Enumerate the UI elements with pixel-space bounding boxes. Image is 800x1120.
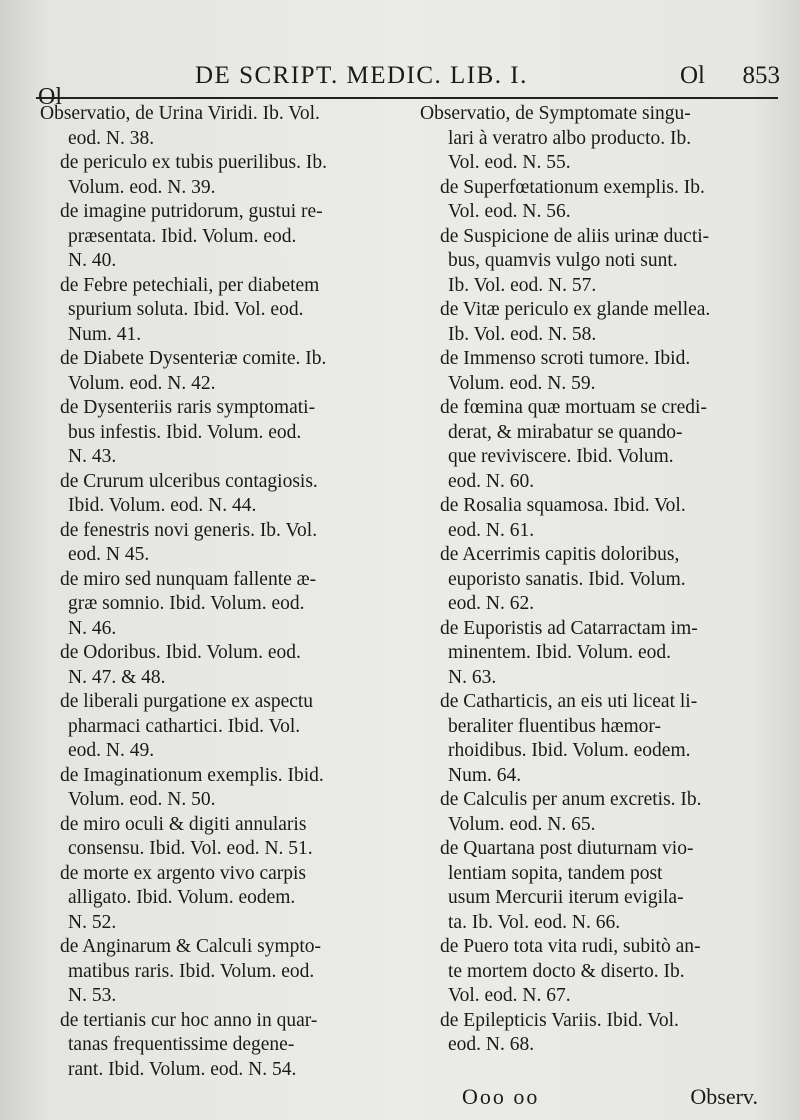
entry-line: præsentata. Ibid. Volum. eod. — [68, 225, 297, 247]
column-marker-right: Ol — [680, 62, 705, 89]
index-entry — [40, 151, 400, 200]
running-title: DE SCRIPT. MEDIC. LIB. I. — [195, 62, 528, 89]
index-entry — [420, 347, 780, 396]
entry-line: Volum. eod. N. 50. — [68, 789, 216, 810]
entry-line: N. 52. — [68, 911, 117, 933]
entry-line: N. 40. — [68, 250, 117, 271]
signature-mark: Ooo oo — [462, 1084, 540, 1109]
entry-line: rant. Ibid. Volum. eod. N. 54. — [68, 1058, 297, 1080]
entry-line: Ib. Vol. eod. N. 57. — [448, 274, 597, 296]
entry-line: de Febre petechiali, per diabetem — [60, 274, 320, 296]
entry-line: derat, & mirabatur se quando- — [448, 421, 683, 443]
index-entry — [40, 519, 400, 568]
entry-line: Volum. eod. N. 59. — [448, 372, 596, 394]
entry-line: de Imaginationum exemplis. Ibid. — [60, 764, 324, 786]
entry-line: que reviviscere. Ibid. Volum. — [448, 446, 674, 467]
entry-line: N. 53. — [68, 985, 117, 1006]
entry-line: Volum. eod. N. 39. — [68, 176, 216, 198]
entry-line: de fenestris novi generis. Ib. Vol. — [60, 519, 318, 541]
entry-line: Vol. eod. N. 67. — [448, 985, 571, 1006]
index-entry — [40, 200, 400, 274]
entry-line: de Puero tota vita rudi, subitò an- — [440, 936, 701, 957]
index-entry — [40, 102, 400, 151]
index-entry — [420, 788, 780, 837]
entry-line: eod. N. 61. — [448, 519, 535, 541]
entry-line: Vol. eod. N. 56. — [448, 201, 571, 222]
index-entry — [40, 470, 400, 519]
entry-line: pharmaci cathartici. Ibid. Vol. — [68, 715, 301, 737]
entry-line: de Diabete Dysenteriæ comite. Ib. — [60, 348, 327, 369]
header-rule — [36, 97, 778, 99]
entry-line: Vol. eod. N. 55. — [448, 152, 571, 173]
entry-line: de Dysenteriis raris symptomati- — [60, 397, 316, 418]
entry-line: de miro sed nunquam fallente æ- — [60, 568, 317, 590]
index-entry — [420, 176, 780, 225]
entry-line: rhoidibus. Ibid. Volum. eodem. — [448, 740, 691, 761]
entry-line: eod. N. 60. — [448, 470, 535, 492]
entry-line: Ib. Vol. eod. N. 58. — [448, 323, 597, 345]
index-entry — [420, 396, 780, 494]
entry-line: eod. N 45. — [68, 544, 150, 565]
entry-line: de Acerrimis capitis doloribus, — [440, 544, 680, 565]
entry-line: de liberali purgatione ex aspectu — [60, 691, 314, 712]
entry-line: tanas frequentissime degene- — [68, 1034, 295, 1055]
entry-line: N. 63. — [448, 666, 497, 688]
entry-line: de periculo ex tubis puerilibus. Ib. — [60, 152, 327, 173]
index-entry — [40, 641, 400, 690]
index-entry — [40, 862, 400, 936]
entry-line: de Crurum ulceribus contagiosis. — [60, 470, 318, 492]
entry-line: de Euporistis ad Catarractam im- — [440, 617, 698, 639]
entry-line: usum Mercurii iterum evigila- — [448, 887, 684, 908]
entry-line: de Epilepticis Variis. Ibid. Vol. — [440, 1009, 679, 1031]
entry-line: eod. N. 68. — [448, 1034, 535, 1055]
entry-line: ta. Ib. Vol. eod. N. 66. — [448, 911, 621, 933]
entry-line: bus, quamvis vulgo noti sunt. — [448, 250, 678, 271]
index-entry — [420, 935, 780, 1009]
entry-line: minentem. Ibid. Volum. eod. — [448, 642, 671, 663]
entry-line: de Rosalia squamosa. Ibid. Vol. — [440, 495, 686, 516]
entry-line: de miro oculi & digiti annularis — [60, 813, 307, 835]
entry-line: de imagine putridorum, gustui re- — [60, 201, 323, 222]
entry-line: de tertianis cur hoc anno in quar- — [60, 1009, 318, 1031]
index-entry — [420, 225, 780, 299]
entry-line: de Calculis per anum excretis. Ib. — [440, 789, 702, 810]
entry-line: Volum. eod. N. 42. — [68, 372, 216, 394]
entry-line: N. 46. — [68, 617, 117, 639]
entry-line: de fœmina quæ mortuam se credi- — [440, 397, 707, 418]
entry-line: N. 43. — [68, 446, 117, 467]
entry-line: lari à veratro albo producto. Ib. — [448, 127, 692, 149]
index-entry — [40, 1009, 400, 1083]
index-entry — [420, 102, 780, 176]
entry-line: Ibid. Volum. eod. N. 44. — [68, 495, 257, 516]
index-entry — [420, 617, 780, 691]
entry-line: consensu. Ibid. Vol. eod. N. 51. — [68, 838, 313, 859]
entry-line: de Anginarum & Calculi sympto- — [60, 936, 322, 957]
entry-line: de Immenso scroti tumore. Ibid. — [440, 348, 691, 369]
entry-line: te mortem docto & diserto. Ib. — [448, 960, 685, 982]
entry-line: eod. N. 49. — [68, 740, 155, 761]
entry-line: de Suspicione de aliis urinæ ducti- — [440, 225, 710, 247]
entry-line: beraliter fluentibus hæmor- — [448, 715, 661, 737]
index-entry — [420, 690, 780, 788]
entry-line: de Vitæ periculo ex glande mellea. — [440, 299, 711, 320]
column-marker-left: Ol — [38, 84, 62, 110]
entry-line: matibus raris. Ibid. Volum. eod. — [68, 960, 315, 982]
index-entry — [420, 298, 780, 347]
index-entry — [420, 837, 780, 935]
left-column — [40, 102, 400, 1082]
entry-line: N. 47. & 48. — [68, 666, 166, 688]
entry-line: Observatio, de Symptomate singu- — [420, 103, 691, 124]
catchword: Observ. — [690, 1084, 758, 1109]
entry-line: eod. N. 38. — [68, 127, 155, 149]
index-entry — [420, 543, 780, 617]
page-footer — [0, 1084, 800, 1114]
page-number: 853 — [742, 62, 780, 89]
entry-line: de Superfœtationum exemplis. Ib. — [440, 176, 705, 198]
entry-line: Num. 64. — [448, 764, 522, 786]
entry-line: de Quartana post diuturnam vio- — [440, 838, 694, 859]
index-entry — [40, 568, 400, 642]
entry-line: Num. 41. — [68, 323, 142, 345]
index-entry — [40, 396, 400, 470]
index-entry — [40, 935, 400, 1009]
entry-line: eod. N. 62. — [448, 593, 535, 614]
entry-line: alligato. Ibid. Volum. eodem. — [68, 887, 296, 908]
index-entry — [40, 347, 400, 396]
index-entry — [40, 764, 400, 813]
entry-line: de morte ex argento vivo carpis — [60, 862, 307, 884]
page-header — [195, 58, 780, 98]
index-entry — [420, 494, 780, 543]
entry-line: euporisto sanatis. Ibid. Volum. — [448, 568, 686, 590]
entry-line: de Catharticis, an eis uti liceat li- — [440, 691, 698, 712]
entry-line: Volum. eod. N. 65. — [448, 813, 596, 835]
index-entry — [420, 1009, 780, 1058]
entry-line: græ somnio. Ibid. Volum. eod. — [68, 593, 305, 614]
entry-line: de Odoribus. Ibid. Volum. eod. — [60, 642, 301, 663]
entry-line: bus infestis. Ibid. Volum. eod. — [68, 421, 302, 443]
index-entry — [40, 813, 400, 862]
right-column — [420, 102, 780, 1058]
entry-line: Observatio, de Urina Viridi. Ib. Vol. — [40, 103, 320, 124]
entry-line: lentiam sopita, tandem post — [448, 862, 663, 884]
index-entry — [40, 274, 400, 348]
index-entry — [40, 690, 400, 764]
entry-line: spurium soluta. Ibid. Vol. eod. — [68, 299, 304, 320]
